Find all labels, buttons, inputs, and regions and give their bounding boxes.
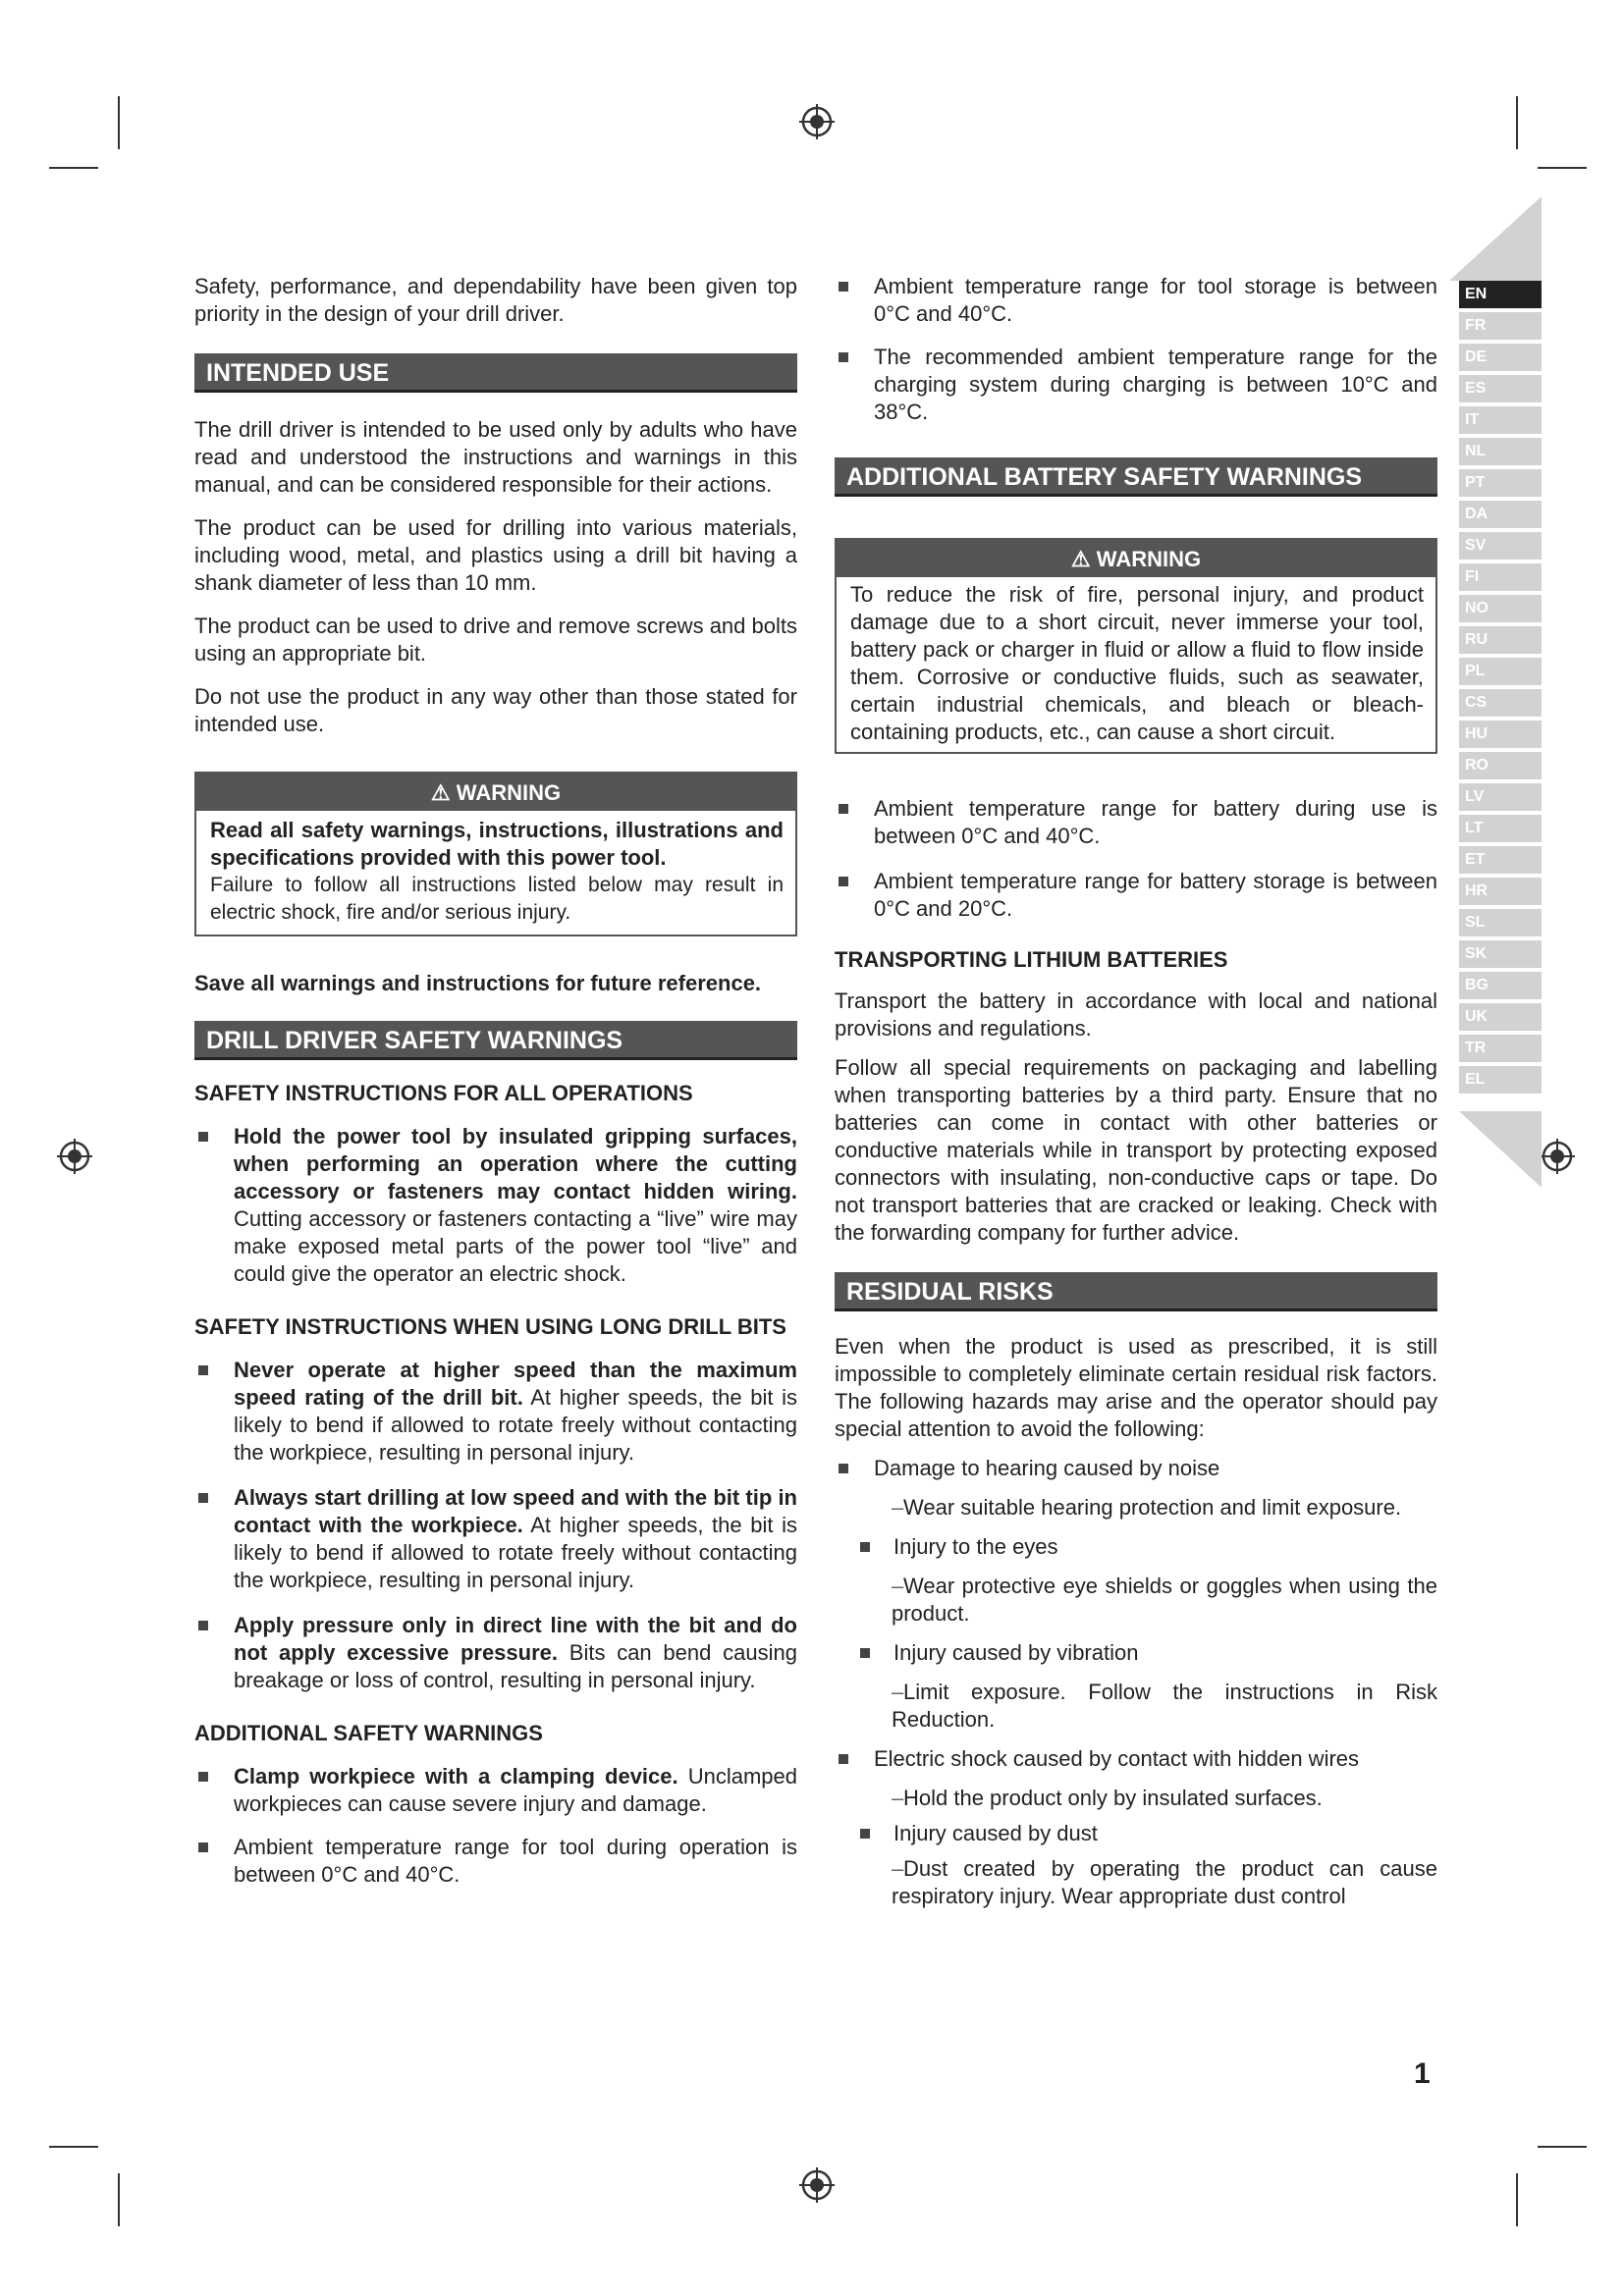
bullet-square-icon [860,1648,870,1658]
sub-item: –Limit exposure. Follow the instructions in Risk Reduction. [892,1680,1437,1732]
page-number: 1 [1414,2057,1431,2090]
bullet-text: At higher speeds, the bit is likely to bend if allowed to rotate freely without contacting the workpiece, resulting in personal injury. [234,1513,797,1592]
list-item [194,1484,797,1594]
tab-fi[interactable]: FI [1459,563,1542,591]
warning-text: Failure to follow all instructions listed below may result in electric shock, fire and/or serious injury. [210,874,784,924]
warning-label: WARNING [456,780,562,805]
bullet-square-icon [198,1842,208,1852]
bullet-text: Injury caused by dust [893,1821,1098,1845]
bullet-text: Ambient temperature range for battery storage is between 0°C and 20°C. [874,869,1437,921]
tab-pl[interactable]: PL [1459,658,1542,685]
bullet-square-icon [839,352,848,362]
tab-it[interactable]: IT [1459,406,1542,434]
warning-header [196,774,795,811]
residual-paragraph: Even when the product is used as prescribed, it is still impossible to completely eliminate certain residual risk factors. The following hazards may arise and the operator should pay special attention to avoid the following: [835,1334,1437,1441]
tab-es[interactable]: ES [1459,375,1542,402]
crop-mark [1538,2146,1587,2148]
warning-header [837,540,1435,577]
tab-de[interactable]: DE [1459,344,1542,371]
tab-el[interactable]: EL [1459,1066,1542,1094]
tab-en[interactable]: EN [1459,281,1542,308]
crop-mark [118,2173,120,2226]
intended-use-p1: The drill driver is intended to be used only by adults who have read and understood the instructions and warnings in this manual, and can be considered responsible for their actions. [194,417,797,497]
sub-item: –Wear suitable hearing protection and limit exposure. [892,1495,1402,1520]
list-item [194,1123,797,1288]
tab-uk[interactable]: UK [1459,1003,1542,1031]
bullet-bold-text: Clamp workpiece with a clamping device. [234,1764,678,1789]
sub-item: –Hold the product only by insulated surfaces. [892,1786,1323,1810]
list-item [835,1639,1437,1667]
save-note: Save all warnings and instructions for future reference. [194,971,762,995]
intro-paragraph: Safety, performance, and dependability have been given top priority in the design of your drill driver. [194,274,797,326]
bullet-text: Cutting accessory or fasteners contacting a “live” wire may make exposed metal parts of the power tool “live” and could give the operator an electric shock. [234,1206,797,1286]
bullet-text: Unclamped workpieces can cause severe injury and damage. [234,1764,797,1816]
bullet-text: Electric shock caused by contact with hidden wires [874,1746,1360,1771]
tab-sl[interactable]: SL [1459,909,1542,936]
intended-use-p2: The product can be used for drilling into various materials, including wood, metal, and plastics using a drill bit having a shank diameter of less than 10 mm. [194,515,797,595]
list-item [835,1455,1437,1482]
list-item [194,1357,797,1467]
bullet-square-icon [839,1464,848,1473]
list-item [835,273,1437,328]
bullet-square-icon [839,877,848,886]
bullet-text: Ambient temperature range for battery during use is between 0°C and 40°C. [874,796,1437,848]
intended-use-p3: The product can be used to drive and remove screws and bolts using an appropriate bit. [194,614,797,666]
list-item [835,1820,1437,1847]
tab-bg[interactable]: BG [1459,972,1542,999]
bullet-text: Bits can bend causing breakage or loss of control, resulting in personal injury. [234,1640,797,1692]
sub-item: –Wear protective eye shields or goggles when using the product. [892,1574,1437,1626]
registration-mark-icon [797,2165,837,2205]
tab-da[interactable]: DA [1459,501,1542,528]
bullet-text: Ambient temperature range for tool during operation is between 0°C and 40°C. [234,1835,797,1887]
left-column [194,273,797,1889]
warning-triangle-icon: ⚠ [430,780,451,805]
bullet-square-icon [198,1621,208,1630]
bullet-square-icon [860,1542,870,1552]
bullet-text: Ambient temperature range for tool storage is between 0°C and 40°C. [874,274,1437,326]
section-heading-intended-use: INTENDED USE [194,353,797,393]
tab-nl[interactable]: NL [1459,438,1542,465]
tab-tr[interactable]: TR [1459,1035,1542,1062]
bullet-text: Injury caused by vibration [893,1640,1139,1665]
tab-et[interactable]: ET [1459,846,1542,874]
list-item [835,344,1437,426]
list-item [835,1533,1437,1561]
bullet-square-icon [839,804,848,814]
tab-hu[interactable]: HU [1459,721,1542,748]
tab-fr[interactable]: FR [1459,312,1542,340]
tab-sv[interactable]: SV [1459,532,1542,560]
bullet-bold-text: Apply pressure only in direct line with the bit and do not apply excessive pressure. [234,1613,797,1665]
crop-mark [118,96,120,149]
subheading-transport: TRANSPORTING LITHIUM BATTERIES [835,947,1228,972]
tab-lv[interactable]: LV [1459,783,1542,811]
list-item [194,1834,797,1889]
section-heading-drill-driver: DRILL DRIVER SAFETY WARNINGS [194,1021,797,1060]
bullet-text: At higher speeds, the bit is likely to bend if allowed to rotate freely without contacting the workpiece, resulting in personal injury. [234,1385,797,1465]
registration-mark-icon [797,102,837,141]
subheading-long-drill-bits: SAFETY INSTRUCTIONS WHEN USING LONG DRILL BITS [194,1314,786,1339]
crop-mark [1538,167,1587,169]
bullet-bold-text: Always start drilling at low speed and with the bit tip in contact with the workpiece. [234,1485,797,1537]
bullet-text: Damage to hearing caused by noise [874,1456,1220,1480]
bullet-square-icon [198,1132,208,1142]
tab-sk[interactable]: SK [1459,940,1542,968]
bullet-square-icon [198,1365,208,1375]
tab-ro[interactable]: RO [1459,752,1542,779]
sub-item: –Dust created by operating the product can cause respiratory injury. Wear appropriate dust control [892,1856,1437,1908]
crop-mark [49,167,98,169]
bullet-square-icon [839,1754,848,1764]
list-item [835,868,1437,923]
bullet-square-icon [839,282,848,292]
warning-label: WARNING [1096,547,1202,571]
right-column [835,273,1437,1910]
section-heading-battery: ADDITIONAL BATTERY SAFETY WARNINGS [835,457,1437,497]
subheading-additional-safety: ADDITIONAL SAFETY WARNINGS [194,1721,543,1745]
crop-mark [1516,2173,1518,2226]
list-item [835,1745,1437,1773]
registration-mark-icon [55,1137,94,1176]
tab-lt[interactable]: LT [1459,815,1542,842]
tab-ru[interactable]: RU [1459,626,1542,654]
tab-hr[interactable]: HR [1459,878,1542,905]
warning-triangle-icon: ⚠ [1070,547,1091,571]
bullet-text: The recommended ambient temperature range for the charging system during charging is between 10°C and 38°C. [874,345,1437,424]
list-item [835,795,1437,850]
bullet-bold-text: Never operate at higher speed than the maximum speed rating of the drill bit. [234,1358,797,1410]
transport-p2: Follow all special requirements on packaging and labelling when transporting batteries by a third party. Ensure that no batteries can come in contact with other batteries or conductive materials while in transport by protecting exposed connectors with insulating, non-conductive caps or tape. Do not transport batteries that are cracked or leaking. Check with the forwarding company for further advice. [835,1055,1437,1245]
warning-box [194,772,797,936]
bullet-bold-text: Hold the power tool by insulated gripping surfaces, when performing an operation where the cutting accessory or fasteners may contact hidden wiring. [234,1124,797,1203]
transport-p1: Transport the battery in accordance with local and national provisions and regulations. [835,988,1437,1041]
tab-pt[interactable]: PT [1459,469,1542,497]
crop-mark [49,2146,98,2148]
tab-cs[interactable]: CS [1459,689,1542,717]
crop-mark [1516,96,1518,149]
bullet-square-icon [860,1829,870,1839]
bullet-square-icon [198,1772,208,1782]
bullet-square-icon [198,1493,208,1503]
warning-bold-text: Read all safety warnings, instructions, illustrations and specifications provided with this power tool. [210,818,784,870]
battery-warning-box [835,538,1437,754]
list-item [194,1763,797,1818]
list-item [194,1612,797,1694]
warning-text: To reduce the risk of fire, personal injury, and product damage due to a short circuit, never immerse your tool, battery pack or charger in fluid or allow a fluid to flow inside them. Corrosive or conductive fluids, such as seawater, certain industrial chemicals, and bleach or bleach-containing products, etc., can cause a short circuit. [850,582,1424,744]
tab-no[interactable]: NO [1459,595,1542,622]
intended-use-p4: Do not use the product in any way other than those stated for intended use. [194,684,797,736]
subheading-all-operations: SAFETY INSTRUCTIONS FOR ALL OPERATIONS [194,1081,693,1105]
bullet-text: Injury to the eyes [893,1534,1058,1559]
section-heading-residual: RESIDUAL RISKS [835,1272,1437,1311]
